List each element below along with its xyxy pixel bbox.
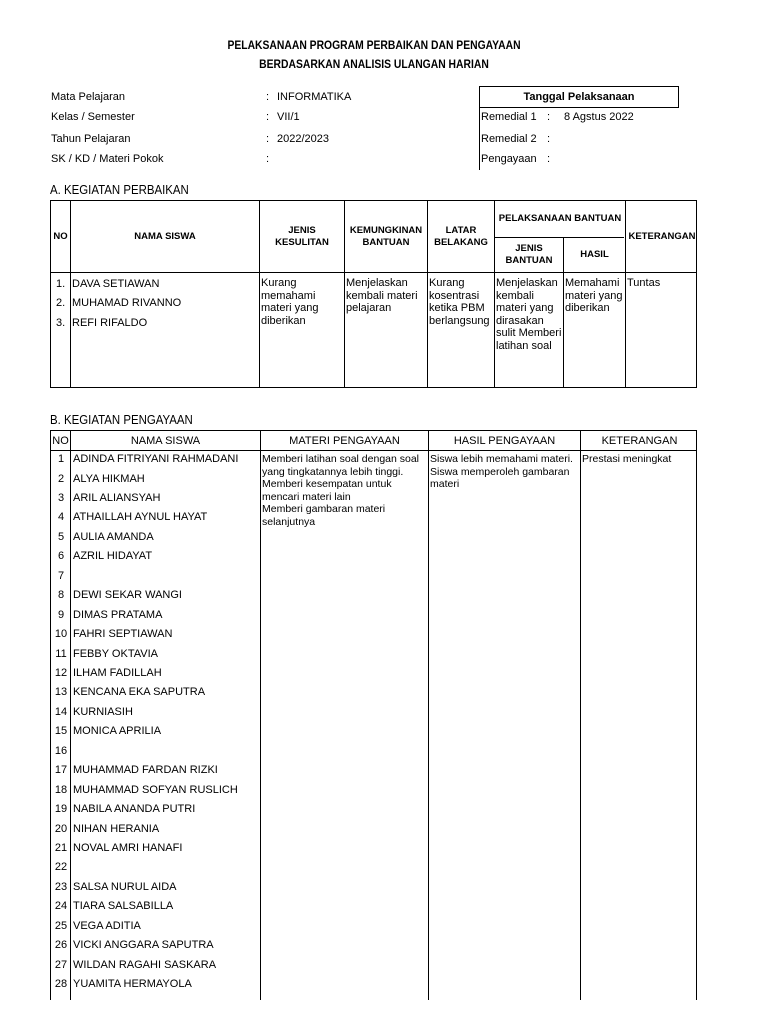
row-number: 16 [54, 744, 68, 757]
row-number: 1 [57, 453, 65, 465]
student-name: YUAMITA HERMAYOLA [73, 978, 192, 991]
row-number: 24 [54, 900, 68, 913]
header-materi-pengayaan: MATERI PENGAYAAN [289, 434, 400, 447]
hasil-pengayaan-text [430, 453, 578, 491]
row-number: 20 [54, 822, 68, 835]
student-name: NIHAN HERANIA [73, 822, 160, 835]
hasil-line: Siswa memperoleh gambaran materi [430, 465, 570, 490]
info-label: Tahun Pelajaran [51, 133, 131, 145]
header-keterangan: KETERANGAN [628, 230, 696, 242]
kemungkinan-bantuan-text: Menjelaskan kembali materi pelajaran [346, 277, 418, 314]
jenis-kesulitan-text: Kurang memahami materi yang diberikan [261, 277, 319, 327]
header-jenis-bantuan: JENIS BANTUAN [505, 243, 553, 266]
document-title-line1: PELAKSANAAN PROGRAM PERBAIKAN DAN PENGAYAAN [227, 40, 521, 52]
student-name: SALSA NURUL AIDA [73, 880, 177, 893]
schedule-value: 8 Agstus 2022 [564, 111, 634, 123]
info-colon: : [266, 133, 270, 145]
schedule-label: Remedial 2 [481, 133, 537, 145]
header-pelaksanaan-bantuan: PELAKSANAAN BANTUAN [498, 213, 622, 224]
student-name: ATHAILLAH AYNUL HAYAT [73, 511, 208, 524]
student-name: AULIA AMANDA [73, 530, 154, 543]
materi-line: Memberi gambaran materi selanjutnya [262, 503, 386, 528]
header-hasil-pengayaan: HASIL PENGAYAAN [453, 434, 556, 447]
student-name: KURNIASIH [73, 705, 133, 718]
header-nama-siswa: NAMA SISWA [130, 434, 201, 447]
row-number: 13 [54, 686, 68, 699]
section-a-title: A. KEGIATAN PERBAIKAN [50, 182, 189, 197]
student-name: DIMAS PRATAMA [73, 608, 163, 621]
row-number: 26 [54, 939, 68, 952]
student-name: TIARA SALSABILLA [73, 900, 174, 913]
info-colon: : [266, 91, 270, 103]
row-number: 14 [54, 705, 68, 718]
materi-line: Memberi latihan soal dengan soal yang tingkatannya lebih tinggi. [262, 453, 420, 478]
schedule-colon: : [547, 133, 551, 145]
row-number: 5 [57, 530, 65, 543]
keterangan-text: Prestasi meningkat [582, 453, 672, 465]
row-number: 27 [54, 958, 68, 971]
materi-pengayaan-text [262, 453, 427, 528]
document-title-line2: BERDASARKAN ANALISIS ULANGAN HARIAN [259, 59, 489, 71]
student-name: VEGA ADITIA [73, 919, 141, 932]
schedule-colon: : [547, 153, 551, 165]
student-name: MUHAMMAD FARDAN RIZKI [73, 764, 218, 777]
row-number: 23 [54, 880, 68, 893]
row-number: 8 [57, 589, 65, 602]
student-no: 3. [56, 317, 66, 329]
student-name: MONICA APRILIA [73, 725, 162, 738]
student-name: NOVAL AMRI HANAFI [73, 842, 183, 854]
row-number: 12 [54, 666, 68, 679]
student-name: VICKI ANGGARA SAPUTRA [73, 939, 214, 952]
header-keterangan: KETERANGAN [601, 434, 678, 447]
row-number: 18 [54, 783, 68, 796]
header-jenis-kesulitan: JENIS KESULITAN [275, 224, 329, 248]
info-label: Kelas / Semester [51, 111, 135, 123]
row-number: 7 [57, 569, 65, 582]
latar-belakang-text: Kurang kosentrasi ketika PBM berlangsung [429, 277, 490, 327]
schedule-left-border [479, 107, 480, 170]
header-no: NO [52, 434, 69, 447]
student-name: KENCANA EKA SAPUTRA [73, 686, 206, 699]
info-value: VII/1 [277, 111, 300, 123]
section-b-title: B. KEGIATAN PENGAYAAN [50, 412, 193, 427]
hasil-text: Memahami materi yang diberikan [565, 277, 623, 314]
row-number: 6 [57, 550, 65, 563]
student-name: FAHRI SEPTIAWAN [73, 628, 173, 640]
info-value: 2022/2023 [277, 133, 329, 145]
schedule-colon: : [547, 111, 551, 123]
student-name: DAVA SETIAWAN [72, 278, 160, 290]
header-kemungkinan-bantuan: KEMUNGKINAN BANTUAN [349, 224, 423, 248]
student-name: ARIL ALIANSYAH [73, 491, 161, 504]
student-name: AZRIL HIDAYAT [73, 550, 153, 563]
student-name: MUHAMAD RIVANNO [72, 297, 182, 309]
student-name: NABILA ANANDA PUTRI [73, 803, 196, 816]
schedule-title: Tanggal Pelaksanaan [523, 91, 635, 103]
info-colon: : [266, 153, 270, 165]
row-number: 2 [57, 472, 65, 485]
jenis-bantuan-text: Menjelaskan kembali materi yang dirasakan sulit Memberi latihan soal [496, 277, 562, 352]
student-name: WILDAN RAGAHI SASKARA [73, 958, 217, 971]
row-number: 4 [57, 511, 65, 524]
student-no: 2. [56, 297, 66, 309]
info-colon: : [266, 111, 270, 123]
row-number: 22 [54, 861, 68, 874]
header-latar-belakang: LATAR BELAKANG [434, 224, 488, 248]
row-number: 21 [54, 842, 68, 854]
schedule-label: Pengayaan [481, 153, 537, 165]
student-name: MUHAMMAD SOFYAN RUSLICH [73, 783, 238, 796]
row-number: 19 [54, 803, 68, 816]
row-number: 15 [54, 725, 68, 738]
info-value: INFORMATIKA [277, 91, 352, 103]
info-label: SK / KD / Materi Pokok [51, 153, 164, 165]
row-number: 10 [54, 628, 68, 640]
row-number: 11 [55, 647, 67, 660]
student-name: ILHAM FADILLAH [73, 666, 162, 679]
student-name: REFI RIFALDO [72, 317, 148, 329]
student-no: 1. [56, 278, 66, 290]
row-number: 25 [54, 919, 68, 932]
row-number: 28 [54, 978, 68, 991]
header-nama-siswa: NAMA SISWA [134, 230, 196, 242]
materi-line: Memberi kesempatan untuk mencari materi lain [262, 478, 392, 503]
row-number: 17 [54, 764, 68, 777]
row-number: 3 [57, 491, 65, 504]
schedule-title-box [479, 86, 679, 108]
table-perbaikan [50, 200, 697, 388]
student-name: FEBBY OKTAVIA [73, 647, 158, 660]
student-name: ALYA HIKMAH [73, 472, 145, 485]
keterangan-text: Tuntas [627, 277, 661, 289]
header-hasil: HASIL [580, 249, 609, 260]
student-name: DEWI SEKAR WANGI [73, 589, 182, 602]
student-name: ADINDA FITRIYANI RAHMADANI [73, 453, 239, 465]
table-pengayaan [50, 430, 697, 1000]
row-number: 9 [57, 608, 65, 621]
info-label: Mata Pelajaran [51, 91, 125, 103]
header-no: NO [53, 230, 68, 242]
hasil-line: Siswa lebih memahami materi. [430, 453, 573, 465]
schedule-label: Remedial 1 [481, 111, 537, 123]
